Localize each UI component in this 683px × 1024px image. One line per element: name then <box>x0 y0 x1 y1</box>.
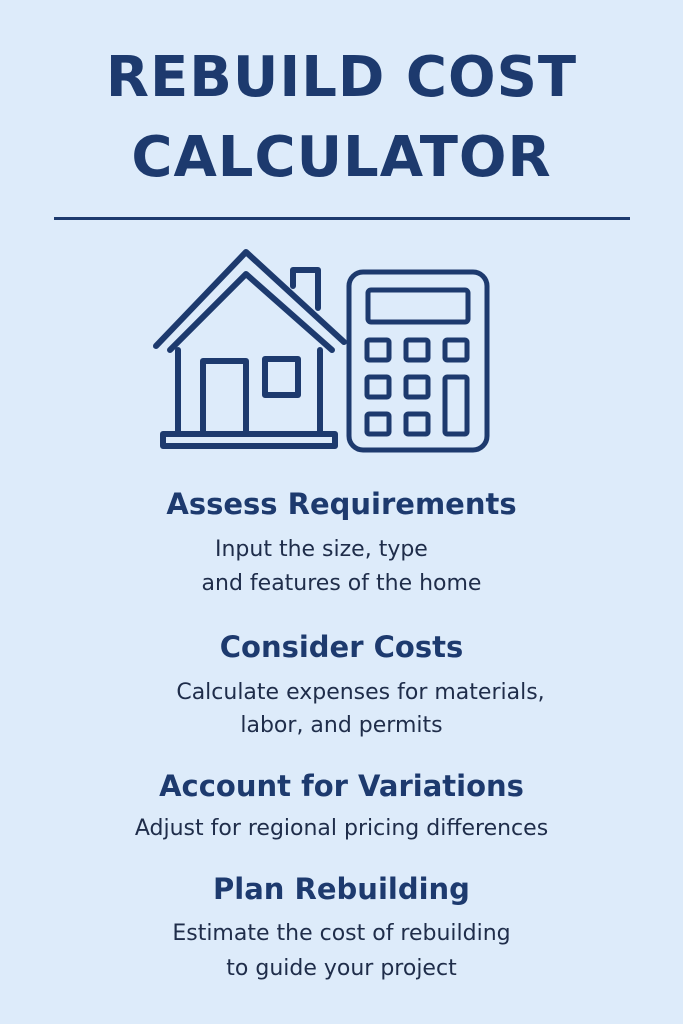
illustration <box>148 246 493 458</box>
step-3-desc-line-1: Adjust for regional pricing differences <box>134 816 549 841</box>
step-1-title: Assess Requirements <box>166 487 517 521</box>
house-icon <box>156 252 344 446</box>
step-1-desc-line-1: Input the size, type <box>215 537 428 562</box>
step-4-desc-line-1: Estimate the cost of rebuilding <box>172 921 511 946</box>
page-title-line-1: REBUILD COST <box>105 45 578 110</box>
step-2-title: Consider Costs <box>219 630 464 664</box>
title-divider <box>54 217 630 220</box>
step-1-desc-line-2: and features of the home <box>201 571 482 596</box>
step-3-title: Account for Variations <box>159 769 524 803</box>
step-4-title: Plan Rebuilding <box>213 872 470 906</box>
step-2-desc-line-2: labor, and permits <box>240 713 443 738</box>
page-title-line-2: CALCULATOR <box>131 125 552 190</box>
calculator-icon <box>349 272 487 450</box>
step-4-desc-line-2: to guide your project <box>226 956 457 981</box>
step-2-desc-line-1: Calculate expenses for materials, <box>176 680 545 705</box>
